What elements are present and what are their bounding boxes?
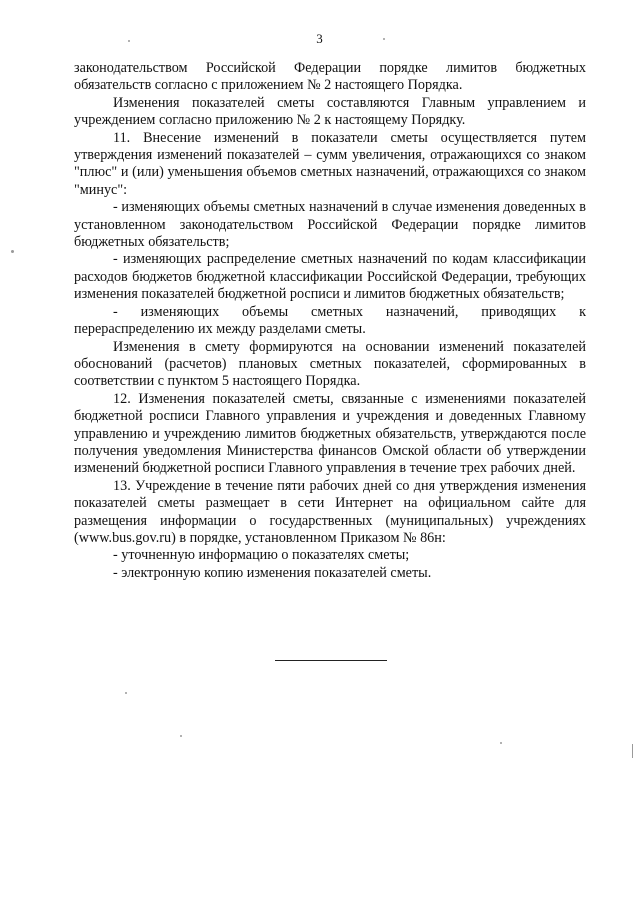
list-item-electronic-copy: - электронную копию изменения показателей сметы.: [113, 564, 432, 581]
list-item-distribution: - изменяющих распределение сметных назначений по кодам классификации расходов бюджетов бюджетной классификации Российской Федерации, требующих изменения показателей бюджетной росписи и лимитов бюджетных обязательств;: [74, 251, 586, 303]
scan-speck: [180, 735, 182, 737]
list-item-updated-info: - уточненную информацию о показателях сметы;: [113, 547, 410, 564]
paragraph-law-limits: законодательством Российской Федерации порядке лимитов бюджетных обязательств согласно с приложением № 2 настоящего Порядка.: [74, 60, 586, 94]
scan-speck: [128, 40, 130, 42]
list-item-redistribution: - изменяющих объемы сметных назначений, приводящих к перераспределению их между разделами сметы.: [74, 303, 586, 338]
scan-speck: [500, 742, 502, 744]
paragraph-item-11: 11. Внесение изменений в показатели сметы осуществляется путем утверждения изменений показателей – сумм увеличения, отражающихся со знаком "плюс" и (или) уменьшения объемов сметных назначений, отражающихся со знаком "минус":: [74, 129, 586, 198]
paragraph-changes-formed: Изменения в смету формируются на основании изменений показателей обоснований (расчетов) плановых сметных показателей, сформированных в соответствии с пунктом 5 настоящего Порядка.: [74, 338, 586, 390]
page-number: 3: [316, 31, 323, 46]
scan-speck: [632, 744, 633, 758]
scan-speck: [11, 250, 14, 253]
paragraph-item-12: 12. Изменения показателей сметы, связанные с изменениями показателей бюджетной росписи Главного управления и учреждения и доведенных Главному управлению и учреждению лимитов бюджетных обязательств, утверждаются после получения уведомления Министерства финансов Омской области об утверждении изменений бюджетной росписи Главного управления в течение трех рабочих дней.: [74, 390, 586, 477]
paragraph-item-13: 13. Учреждение в течение пяти рабочих дней со дня утверждения изменения показателей сметы размещает в сети Интернет на официальном сайте для размещения информации о государственных (муниципальных) учреждениях (www.bus.gov.ru) в порядке, установленном Приказом № 86н:: [74, 477, 586, 546]
paragraph-changes-compiled: Изменения показателей сметы составляются Главным управлением и учреждением согласно приложению № 2 к настоящему Порядку.: [74, 94, 586, 129]
document-body: [74, 60, 586, 582]
closing-divider: [275, 660, 387, 661]
scan-speck: [125, 692, 127, 694]
list-item-volumes: - изменяющих объемы сметных назначений в случае изменения доведенных в установленном законодательством Российской Федерации порядке лимитов бюджетных обязательств;: [74, 199, 586, 251]
scan-speck: [383, 38, 385, 40]
